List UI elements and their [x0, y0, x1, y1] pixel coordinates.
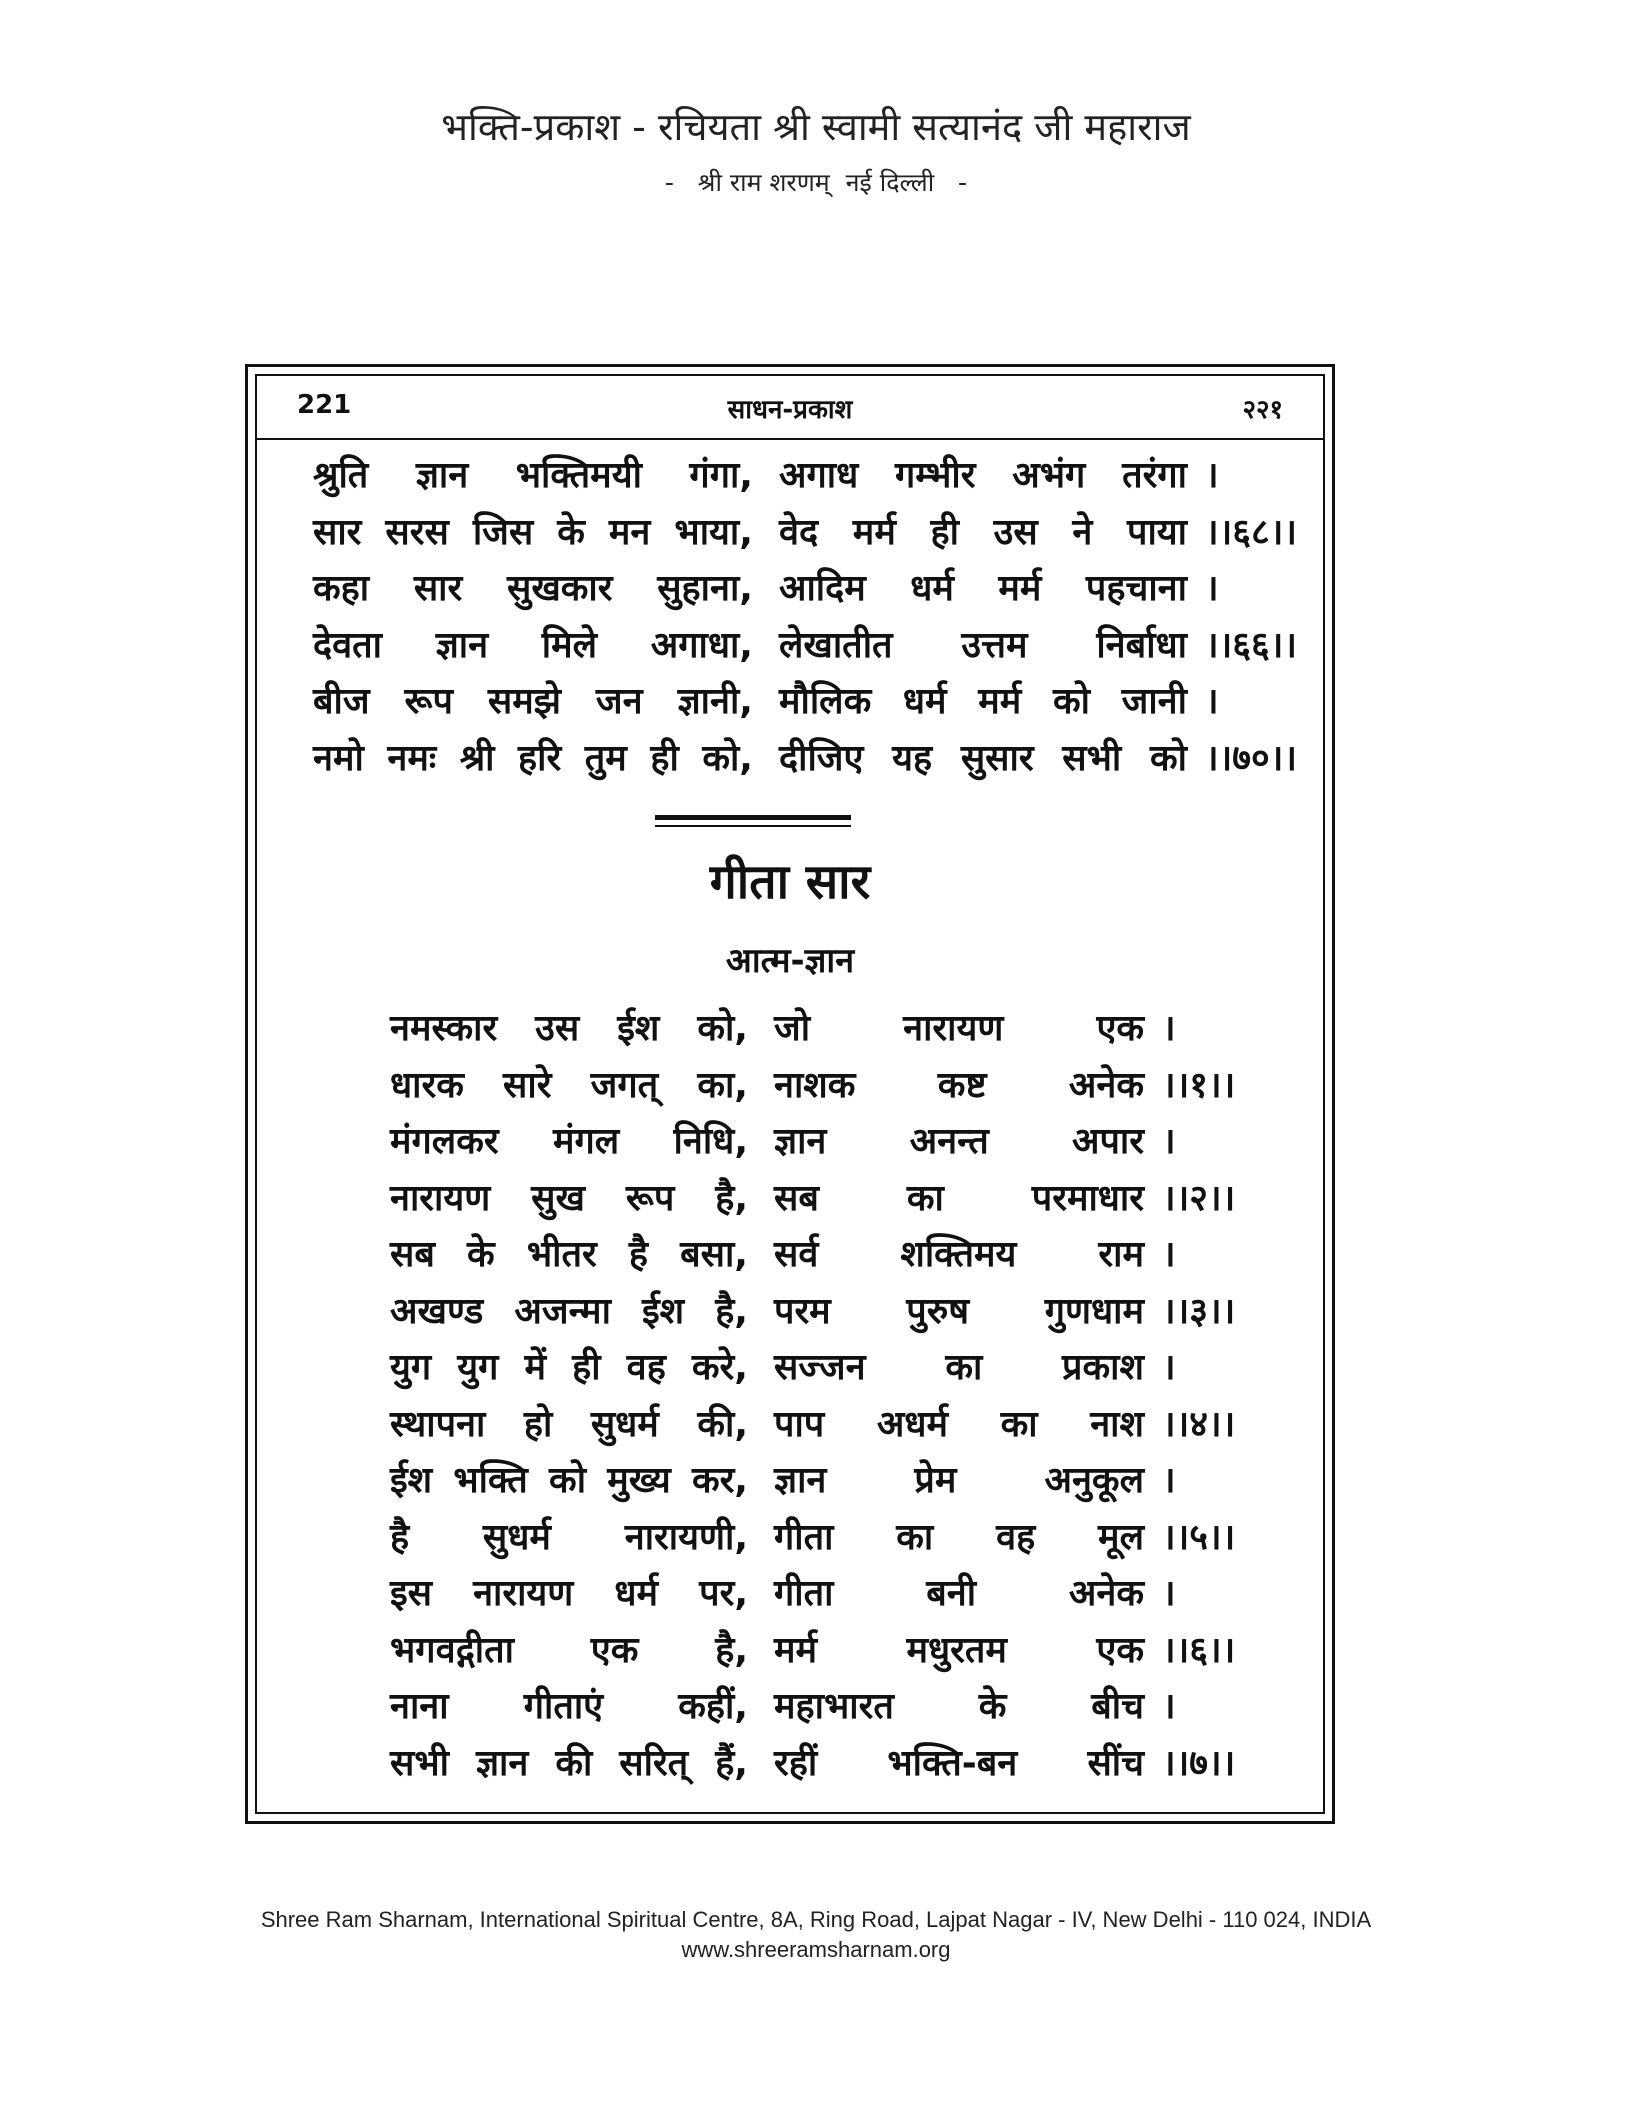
verse-word: नारायण — [903, 1008, 1004, 1049]
verse-word: पुरुष — [906, 1290, 970, 1332]
verse-number: ।।६६।। — [1205, 624, 1298, 666]
verse-word: परम — [774, 1290, 831, 1332]
verse-word: भक्ति — [453, 1460, 528, 1501]
verse-second-half — [779, 620, 1187, 672]
verse-second-half — [779, 676, 1187, 728]
verse-word: हरि — [518, 737, 562, 779]
verse-word: प्रेम — [914, 1460, 957, 1501]
verse-first-half — [390, 1286, 748, 1338]
verse-word: जगत् — [590, 1064, 659, 1106]
verse-second-half — [774, 1342, 1144, 1394]
verse-word: गीता — [774, 1516, 834, 1558]
verse-word: श्रुति — [313, 455, 369, 496]
verse-word: का — [1000, 1403, 1038, 1445]
verse-word: सरस — [385, 511, 449, 553]
verse-second-half — [774, 1399, 1144, 1451]
verse-second-half — [779, 563, 1187, 615]
verse-word: दीजिए — [779, 737, 864, 779]
verse-word: निधि, — [673, 1121, 748, 1162]
verse-word: गंगा, — [689, 455, 753, 496]
verse-word: यह — [892, 737, 933, 779]
verse-word: गम्भीर — [895, 455, 976, 496]
footer-address: Shree Ram Sharnam, International Spiritual Centre, 8A, Ring Road, Lajpat Nagar - IV, New Delhi - 110 024, INDIA — [260, 1907, 1372, 1932]
verse-number: ।।२।। — [1162, 1177, 1236, 1219]
verse-word: करे, — [691, 1347, 748, 1388]
verse-first-half — [390, 1681, 748, 1733]
verse-word: सार — [413, 568, 463, 609]
verse-first-half — [390, 1003, 748, 1055]
verse-second-half — [774, 1286, 1144, 1338]
verse-first-half — [313, 563, 753, 615]
box-header — [257, 376, 1323, 440]
verse-word: को, — [702, 737, 753, 779]
verse-line — [390, 1173, 1235, 1225]
verse-first-half — [313, 733, 753, 785]
verse-first-half — [390, 1399, 748, 1451]
verse-word: अनेक — [1068, 1064, 1144, 1106]
verse-number: । — [1162, 1686, 1176, 1727]
verse-word: ज्ञान — [415, 455, 469, 496]
verse-line — [313, 507, 1297, 559]
verse-word: का — [906, 1177, 944, 1219]
verse-word: उत्तम — [961, 624, 1028, 666]
verse-word: ज्ञान — [435, 624, 489, 666]
verse-line — [390, 1286, 1235, 1338]
verse-word: सुहाना, — [657, 568, 753, 609]
page-frame-inner — [255, 374, 1325, 1814]
verse-word: है — [628, 1234, 648, 1275]
verse-word: युग — [457, 1347, 499, 1388]
verse-number: । — [1205, 568, 1219, 609]
verse-number: । — [1162, 1347, 1176, 1388]
verse-word: ईश — [390, 1460, 433, 1501]
verse-word: है — [390, 1516, 410, 1558]
verse-line — [390, 1512, 1235, 1564]
verse-word: मूल — [1098, 1516, 1144, 1558]
verse-line — [390, 1342, 1176, 1394]
verse-word: को, — [697, 1008, 748, 1049]
verse-first-half — [390, 1116, 748, 1168]
verse-word: लेखातीत — [779, 624, 893, 666]
verse-word: ज्ञान — [774, 1460, 827, 1501]
verse-word: पर, — [699, 1573, 748, 1614]
verse-second-half — [774, 1060, 1144, 1112]
verse-word: इस — [390, 1573, 433, 1614]
verse-line — [313, 733, 1297, 785]
verse-word: मन — [608, 511, 651, 553]
verse-first-half — [390, 1342, 748, 1394]
verse-word: सभी — [390, 1742, 449, 1784]
verse-word: सुधर्म — [482, 1516, 551, 1558]
verse-word: ने — [1072, 511, 1093, 553]
verse-word: के — [557, 511, 585, 553]
verse-word: मिले — [541, 624, 598, 666]
page-title: भक्ति-प्रकाश - रचियता श्री स्वामी सत्यानंद जी महाराज — [441, 105, 1191, 149]
verse-first-half — [390, 1060, 748, 1112]
verse-first-half — [390, 1229, 748, 1281]
verse-word: कष्ट — [937, 1064, 987, 1106]
verse-line — [313, 563, 1219, 615]
verse-second-half — [774, 1568, 1144, 1620]
verse-word: रहीं — [774, 1742, 818, 1784]
verse-word: भाया, — [674, 511, 753, 553]
verse-word: बीज — [313, 681, 370, 722]
verse-word: समझे — [487, 681, 561, 722]
verse-word: ईश — [641, 1290, 685, 1332]
section-subtitle: आत्म-ज्ञान — [725, 941, 855, 981]
verse-word: पाप — [774, 1403, 825, 1445]
verse-word: एक — [1096, 1629, 1144, 1671]
verse-number: ।।७०।। — [1205, 737, 1298, 779]
verse-first-half — [313, 450, 753, 502]
verse-word: निर्बाधा — [1096, 624, 1187, 666]
verse-number: । — [1162, 1573, 1176, 1614]
verse-second-half — [774, 1625, 1144, 1677]
verse-word: ज्ञान — [774, 1121, 827, 1162]
verse-word: बीच — [1091, 1686, 1144, 1727]
verse-line — [313, 450, 1219, 502]
verse-word: हैं, — [715, 1742, 748, 1784]
verse-first-half — [390, 1568, 748, 1620]
verse-word: का — [945, 1347, 983, 1388]
verse-first-half — [313, 676, 753, 728]
divider-thin — [655, 825, 851, 827]
verse-word: जानी — [1121, 681, 1187, 722]
verse-word: अगाध — [779, 455, 859, 496]
verse-word: देवता — [313, 624, 382, 666]
verse-second-half — [774, 1738, 1144, 1790]
page-frame — [245, 364, 1335, 1824]
verse-word: धर्म — [614, 1573, 659, 1614]
verse-first-half — [390, 1625, 748, 1677]
verse-number: ।।५।। — [1162, 1516, 1236, 1558]
verse-line — [390, 1399, 1235, 1451]
verse-word: जन — [595, 681, 643, 722]
verse-word: महाभारत — [774, 1686, 894, 1727]
verse-word: अनेक — [1068, 1573, 1144, 1614]
verse-second-half — [774, 1116, 1144, 1168]
verse-word: सरित् — [619, 1742, 689, 1784]
verse-word: मुख्य — [607, 1460, 671, 1501]
verse-number: ।।७।। — [1162, 1742, 1236, 1784]
verse-line — [390, 1568, 1176, 1620]
verse-word: वेद — [779, 511, 819, 553]
verse-line — [390, 1625, 1235, 1677]
verse-word: को — [549, 1460, 587, 1501]
verse-word: नमः — [387, 737, 437, 779]
verse-second-half — [774, 1229, 1144, 1281]
verse-line — [390, 1681, 1176, 1733]
verse-second-half — [774, 1173, 1144, 1225]
verse-second-half — [779, 733, 1187, 785]
verse-word: रूप — [404, 681, 453, 722]
verse-word: ही — [930, 511, 959, 553]
verse-word: ईश — [617, 1008, 660, 1049]
verse-word: धारक — [390, 1064, 464, 1106]
verse-word: नाना — [390, 1686, 449, 1727]
verse-word: मर्म — [852, 511, 896, 553]
verse-first-half — [313, 507, 753, 559]
verse-first-half — [390, 1738, 748, 1790]
verse-word: गुणधाम — [1044, 1290, 1144, 1332]
verse-word: का, — [697, 1064, 748, 1106]
verse-word: सार — [313, 511, 362, 553]
section-heading: साधन-प्रकाश — [727, 395, 853, 425]
verse-word: नारायण — [473, 1573, 574, 1614]
verse-word: ज्ञानी, — [677, 681, 753, 722]
verse-word: जो — [774, 1008, 811, 1049]
verse-word: अनुकूल — [1044, 1460, 1144, 1501]
verse-word: अभंग — [1012, 455, 1086, 496]
verse-word: सब — [390, 1234, 435, 1275]
verse-first-half — [313, 620, 753, 672]
verse-number: । — [1205, 681, 1219, 722]
verse-word: भीतर — [526, 1234, 597, 1275]
verse-word: भगवद्गीता — [390, 1629, 514, 1671]
verse-word: हो — [523, 1403, 553, 1445]
verse-word: बसा, — [680, 1234, 748, 1275]
verse-word: को — [1149, 737, 1187, 779]
verse-word: मर्म — [998, 568, 1042, 609]
verse-word: नमो — [313, 737, 364, 779]
verse-word: श्री — [459, 737, 495, 779]
verse-word: वह — [626, 1347, 666, 1388]
verse-word: सर्व — [774, 1234, 819, 1275]
verse-word: अधर्म — [876, 1403, 949, 1445]
verse-word: उस — [535, 1008, 580, 1049]
verse-word: राम — [1098, 1234, 1144, 1275]
verse-word: धर्म — [902, 681, 947, 722]
verse-word: मंगल — [552, 1121, 620, 1162]
verse-word: युग — [390, 1347, 432, 1388]
verse-word: शक्तिमय — [900, 1234, 1017, 1275]
verse-word: के — [978, 1686, 1007, 1727]
verse-line — [390, 1060, 1235, 1112]
verse-line — [390, 1003, 1176, 1055]
verse-word: मधुरतम — [906, 1629, 1007, 1671]
verse-number: । — [1162, 1008, 1176, 1049]
verse-word: अनन्त — [909, 1121, 989, 1162]
verse-word: सारे — [503, 1064, 552, 1106]
verse-number: । — [1162, 1234, 1176, 1275]
verse-word: भक्ति-बन — [887, 1742, 1018, 1784]
verse-word: भक्तिमयी — [515, 455, 642, 496]
verse-word: पाया — [1127, 511, 1187, 553]
verse-second-half — [774, 1512, 1144, 1564]
verse-word: कहा — [313, 568, 370, 609]
verse-word: प्रकाश — [1062, 1347, 1144, 1388]
verse-word: नमस्कार — [390, 1008, 498, 1049]
verse-word: नाश — [1090, 1403, 1144, 1445]
verse-word: मर्म — [774, 1629, 818, 1671]
verse-word: तुम — [584, 737, 627, 779]
verse-word: धर्म — [910, 568, 954, 609]
verse-number: ।।४।। — [1162, 1403, 1236, 1445]
verse-line — [313, 620, 1297, 672]
verse-line — [390, 1738, 1235, 1790]
verse-number: ।।३।। — [1162, 1290, 1236, 1332]
page-number-right: २२१ — [1242, 395, 1283, 425]
verse-word: एक — [1096, 1008, 1144, 1049]
verse-word: अजन्मा — [514, 1290, 611, 1332]
verse-word: ही — [650, 737, 679, 779]
verse-word: सुख — [531, 1177, 585, 1219]
verse-word: जिस — [472, 511, 534, 553]
verse-word: पहचाना — [1085, 568, 1187, 609]
verse-word: ज्ञान — [475, 1742, 529, 1784]
verse-word: आदिम — [779, 568, 866, 609]
verse-word: मौलिक — [779, 681, 872, 722]
verse-word: का — [896, 1516, 934, 1558]
verse-number: ।।६८।। — [1205, 511, 1298, 553]
verse-number: । — [1205, 455, 1219, 496]
verse-word: की — [555, 1742, 593, 1784]
footer-website: www.shreeramsharnam.org — [681, 1937, 951, 1962]
verse-word: सुसार — [960, 737, 1034, 779]
verse-word: नाशक — [774, 1064, 856, 1106]
verse-word: अखण्ड — [390, 1290, 484, 1332]
verse-word: रूप — [625, 1177, 675, 1219]
verse-word: नारायण — [390, 1177, 491, 1219]
verse-word: बनी — [926, 1573, 977, 1614]
verse-word: अगाधा, — [650, 624, 753, 666]
verse-word: मर्म — [978, 681, 1022, 722]
verse-word: की, — [697, 1403, 748, 1445]
verse-number: । — [1162, 1460, 1176, 1501]
verse-line — [390, 1116, 1176, 1168]
verse-word: सज्जन — [774, 1347, 866, 1388]
verse-first-half — [390, 1512, 748, 1564]
verse-second-half — [774, 1455, 1144, 1507]
verse-word: कर, — [691, 1460, 748, 1501]
verse-word: है, — [715, 1177, 748, 1219]
verse-word: उस — [993, 511, 1038, 553]
verse-word: अपार — [1071, 1121, 1144, 1162]
verse-word: है, — [715, 1629, 748, 1671]
verse-line — [390, 1455, 1176, 1507]
verse-second-half — [779, 450, 1187, 502]
verse-word: में — [524, 1347, 547, 1388]
verse-second-half — [774, 1681, 1144, 1733]
verse-line — [313, 676, 1219, 728]
verse-number: ।।६।। — [1162, 1629, 1236, 1671]
verse-word: सभी — [1062, 737, 1122, 779]
verse-word: ही — [572, 1347, 601, 1388]
section-title: गीता सार — [709, 854, 871, 910]
verse-line — [390, 1229, 1176, 1281]
page-subtitle: - श्री राम शरणम् नई दिल्ली - — [664, 168, 968, 197]
verse-word: के — [467, 1234, 495, 1275]
verse-word: गीता — [774, 1573, 834, 1614]
verse-word: स्थापना — [390, 1403, 486, 1445]
verse-word: मंगलकर — [390, 1121, 499, 1162]
verse-word: को — [1052, 681, 1090, 722]
verse-second-half — [779, 507, 1187, 559]
verse-word: गीताएं — [523, 1686, 604, 1727]
verse-word: है, — [715, 1290, 748, 1332]
verse-word: एक — [590, 1629, 639, 1671]
verse-word: कहीं, — [678, 1686, 748, 1727]
verse-word: सुधर्म — [590, 1403, 659, 1445]
footer — [0, 1905, 1632, 1965]
verse-first-half — [390, 1455, 748, 1507]
verse-word: वह — [996, 1516, 1036, 1558]
verse-word: सब — [774, 1177, 819, 1219]
verse-word: परमाधार — [1031, 1177, 1144, 1219]
page-number-left: 221 — [297, 390, 352, 420]
verse-word: तरंगा — [1122, 455, 1187, 496]
divider-thick — [655, 815, 851, 820]
verse-first-half — [390, 1173, 748, 1225]
verse-word: सींच — [1087, 1742, 1144, 1784]
verse-number: । — [1162, 1121, 1176, 1162]
verse-word: सुखकार — [506, 568, 613, 609]
verse-second-half — [774, 1003, 1144, 1055]
verse-word: नारायणी, — [624, 1516, 748, 1558]
verse-number: ।।१।। — [1162, 1064, 1236, 1106]
